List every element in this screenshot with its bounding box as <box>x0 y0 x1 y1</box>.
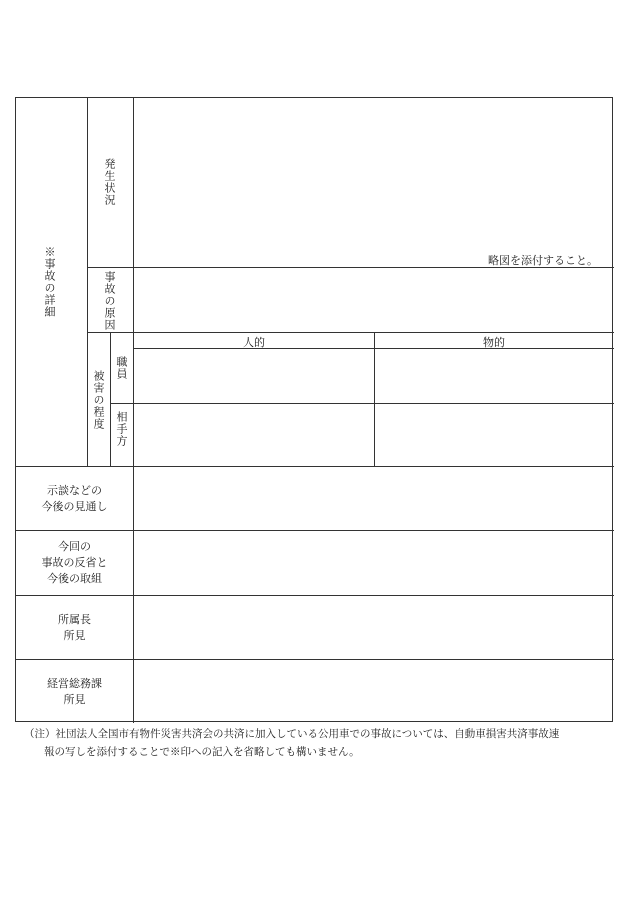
cause-label: 事故の原因 <box>103 271 116 331</box>
admin-opinion-label <box>16 676 133 708</box>
damage-label: 被害の程度 <box>92 370 105 430</box>
otherparty-property-field[interactable] <box>375 404 613 466</box>
reflection-label-line-1: 今回の <box>58 540 91 553</box>
human-column-header: 人的 <box>243 336 265 349</box>
outlook-label-line-1: 示談などの <box>47 484 102 497</box>
staff-label: 職員 <box>115 356 128 380</box>
accident-details-title: ※事故の詳細 <box>43 246 56 318</box>
manager-opinion-label <box>16 612 133 644</box>
divider-damage-sub <box>110 332 111 467</box>
cause-field[interactable] <box>134 268 613 332</box>
outlook-label-line-2: 今後の見通し <box>41 500 108 513</box>
reflection-label <box>16 539 133 587</box>
occurrence-note: 略図を添付すること。 <box>488 254 598 267</box>
admin-opinion-field[interactable] <box>134 660 613 722</box>
manager-opinion-field[interactable] <box>134 596 613 659</box>
manager-opinion-line-2: 所見 <box>63 629 86 642</box>
divider-cause-damage <box>87 332 614 333</box>
outlook-field[interactable] <box>134 467 613 530</box>
occurrence-label: 発生状況 <box>103 158 116 206</box>
admin-opinion-line-1: 経営総務課 <box>47 677 102 690</box>
reflection-field[interactable] <box>134 531 613 595</box>
footnote-line-2: 報の写しを添付することで※印への記入を省略しても構いません。 <box>44 746 360 758</box>
property-column-header: 物的 <box>483 336 505 349</box>
admin-opinion-line-2: 所見 <box>63 693 86 706</box>
reflection-label-line-3: 今後の取組 <box>47 572 102 585</box>
divider-title-col <box>87 97 88 467</box>
occurrence-field[interactable] <box>134 98 613 267</box>
otherparty-human-field[interactable] <box>134 404 374 466</box>
manager-opinion-line-1: 所属長 <box>58 613 91 626</box>
staff-human-field[interactable] <box>134 349 374 403</box>
outlook-label <box>16 483 133 515</box>
other-party-label: 相手方 <box>115 411 128 447</box>
footnote-line-1: （注）社団法人全国市有物件災害共済会の共済に加入している公用車での事故については、自動車損害共済事故速 <box>24 728 560 740</box>
staff-property-field[interactable] <box>375 349 613 403</box>
reflection-label-line-2: 事故の反省と <box>41 556 108 569</box>
